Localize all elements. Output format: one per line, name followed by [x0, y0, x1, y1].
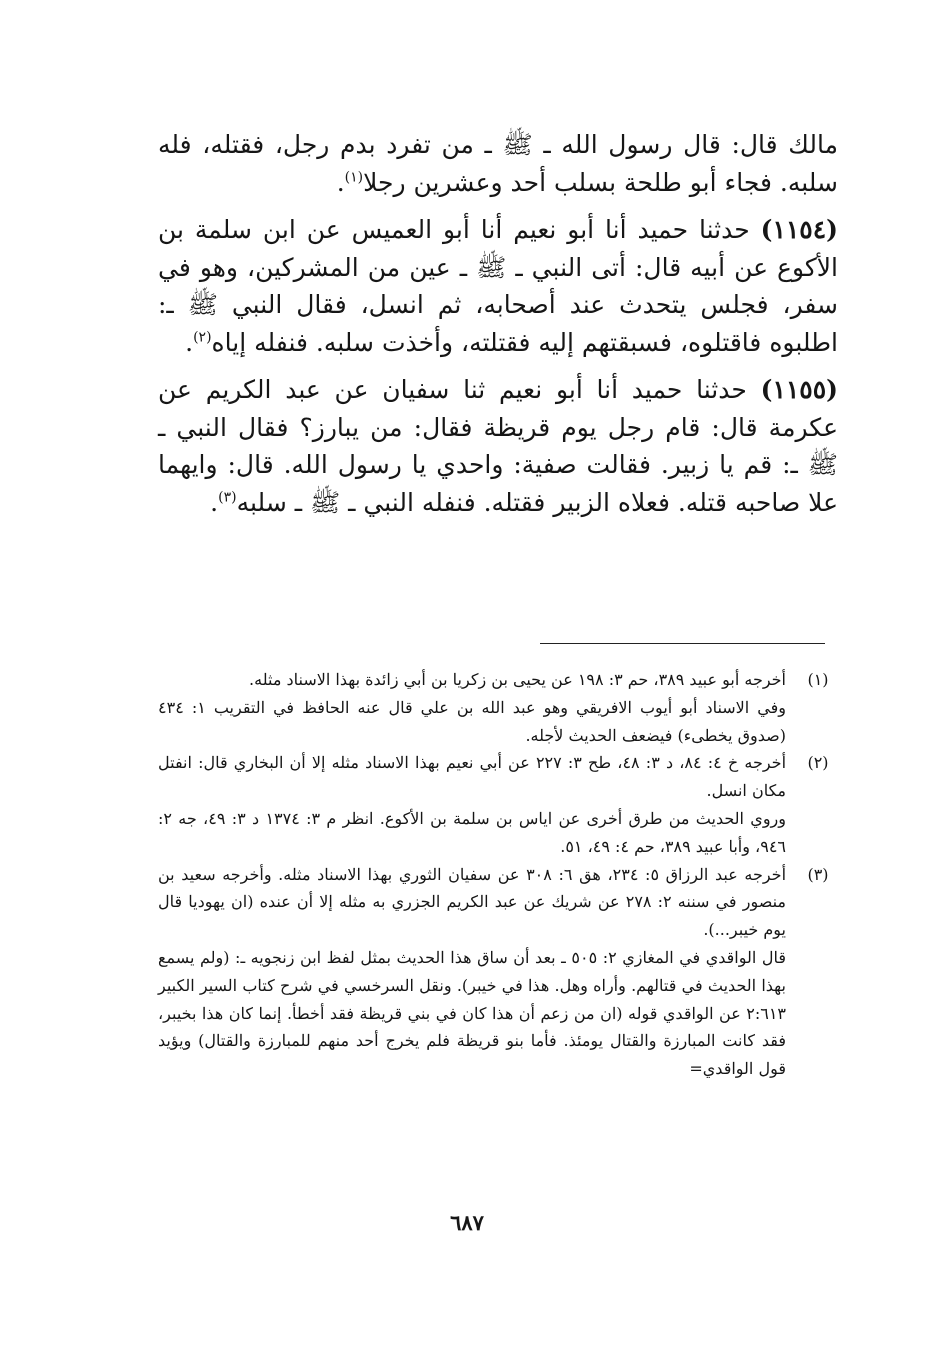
hadith-number: (١١٥٥)	[760, 375, 839, 404]
hadith-number: (١١٥٤)	[760, 215, 838, 244]
footnote-ref-3: (٣)	[218, 489, 237, 506]
footnote-2	[158, 749, 838, 860]
footnote-label: (٢)	[807, 753, 829, 773]
paragraph-text: مالك قال: قال رسول الله ـ ﷺ ـ من تفرد بدم رجل، فقتله، فله سلبه. فجاء أبو طلحة بسلب أحد وعشرين رجلا	[158, 130, 838, 197]
footnotes-section	[158, 666, 838, 1083]
paragraph-text: حدثنا حميد أنا أبو نعيم أنا أبو العميس عن ابن سلمة بن الأكوع عن أبيه قال: أتى النبي ـ ﷺ ـ عين من المشركين، وهو في سفر، فجلس يتحدث عند أصحابه، ثم انسل، فقال النبي ﷺ ـ: اطلبوه فاقتلوه، فسبقتهم إليه فقتلته، وأخذت سلبه. فنفله إياه	[158, 215, 838, 357]
page-number: ٦٨٧	[450, 1210, 484, 1235]
footnote-text: وفي الاسناد أبو أيوب الافريقي وهو عبد الله بن علي قال عنه الحافظ في التقريب ١: ٤٣٤ (صدوق يخطىء) فيضعف الحديث لأجله.	[158, 697, 786, 745]
hadith-paragraph-continuation: مالك قال: قال رسول الله ـ ﷺ ـ من تفرد بدم رجل، فقتله، فله سلبه. فجاء أبو طلحة بسلب أحد وعشرين رجلا$^{(١)}$.	[158, 130, 838, 197]
footnote-text: قال الواقدي في المغازي ٢: ٥٠٥ ـ بعد أن ساق هذا الحديث بمثل لفظ ابن زنجويه ـ: (ولم يسمع بهذا الحديث في قتالهم. وأراه وهل. هذا في خيبر). ونقل السرخسي في شرح كتاب السير الكبير ٢:٦١٣ عن الواقدي قوله (ان من زعم أن هذا كان في بني قريظة فقد أخطأ. إنما كان هذا بخيبر، فقد كانت المبارزة والقتال يومئذ. فأما بنو قريظة فلم يخرج أحد منهم للمبارزة والقتال) ويؤيد قول الواقدي=	[158, 947, 787, 1079]
footnote-label: (٣)	[807, 864, 829, 884]
footnote-ref-2: (٢)	[193, 329, 212, 346]
footnote-ref-1: (١)	[344, 169, 364, 186]
footnote-3	[158, 861, 838, 1083]
hadith-entry-1155: (١١٥٥) حدثنا حميد أنا أبو نعيم ثنا سفيان عن عبد الكريم عن عكرمة قال: قام رجل يوم قريظة فقال: من يبارز؟ فقال النبي ـ ﷺ ـ: قم يا زبير. فقالت صفية: واحدي يا رسول الله. قال: وايهما علا صاحبه قتله. فعلاه الزبير فقتله. فنفله النبي ـ ﷺ ـ سلبه$^{(٣)}$.	[158, 375, 839, 517]
hadith-entry-1154: (١١٥٤) حدثنا حميد أنا أبو نعيم أنا أبو العميس عن ابن سلمة بن الأكوع عن أبيه قال: أتى النبي ـ ﷺ ـ عين من المشركين، وهو في سفر، فجلس يتحدث عند أصحابه، ثم انسل، فقال النبي ﷺ ـ: اطلبوه فاقتلوه، فسبقتهم إليه فقتلته، وأخذت سلبه. فنفله إياه$^{(٢)}$.	[158, 215, 838, 357]
main-text-block	[158, 126, 838, 521]
footnote-label: (١)	[807, 670, 829, 689]
footnote-text: أخرجه خ ٤: ٨٤، د ٣: ٤٨، طح ٣: ٢٢٧ عن أبي نعيم بهذا الاسناد مثله إلا أن البخاري قال: انفتل مكان انسل.	[158, 753, 787, 801]
footnote-text: أخرجه أبو عبيد ٣٨٩، حم ٣: ١٩٨ عن يحيى بن زكريا بن أبي زائدة بهذا الاسناد مثله.	[249, 670, 786, 689]
footnote-1	[158, 666, 838, 749]
footnote-separator	[540, 643, 825, 644]
footnote-text: أخرجه عبد الرزاق ٥: ٢٣٤، هق ٦: ٣٠٨ عن سفيان الثوري بهذا الاسناد مثله. وأخرجه سعيد بن منصور في سننه ٢: ٢٧٨ عن شريك عن عبد الكريم الجزري به مثله إلا أن عنده (ان يهوديا قال يوم خيبر...).	[158, 864, 787, 940]
footnote-text: وروي الحديث من طرق أخرى عن اياس بن سلمة بن الأكوع. انظر م ٣: ١٣٧٤ د ٣: ٤٩، جه ٢: ٩٤٦، وأبا عبيد ٣٨٩، حم ٤: ٤٩، ٥١.	[158, 808, 787, 856]
paragraph-text: حدثنا حميد أنا أبو نعيم ثنا سفيان عن عبد الكريم عن عكرمة قال: قام رجل يوم قريظة فقال: من يبارز؟ فقال النبي ـ ﷺ ـ: قم يا زبير. فقالت صفية: واحدي يا رسول الله. قال: وايهما علا صاحبه قتله. فعلاه الزبير فقتله. فنفله النبي ـ ﷺ ـ سلبه	[158, 375, 838, 517]
